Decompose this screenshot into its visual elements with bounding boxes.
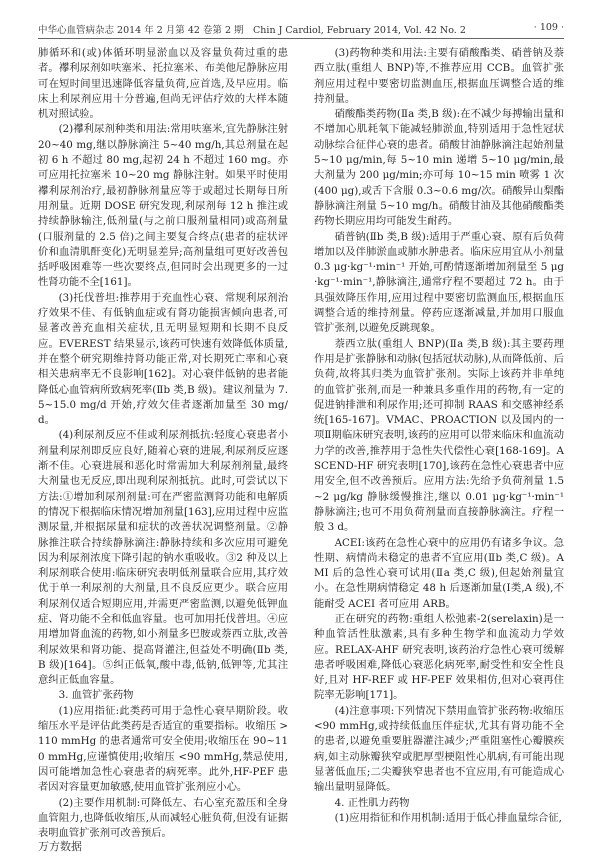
journal-citation: 中华心血管病杂志 2014 年 2 月第 42 卷第 2 期 Chin J Cardiol, February 2014, Vol. 42 No. 2 [38, 25, 466, 36]
paragraph: 硝酸酯类药物(Ⅱa 类,B 级):在不减少每搏输出量和不增加心肌耗氧下能减轻肺淤血,特别适用于急性冠状动脉综合征伴心衰的患者。硝酸甘油静脉滴注起始剂量 5~10 μg/min,每 5~10 min 递增 5~10 μg/min,最大剂量为 200 μg/min;亦可每 10~15 min 喷雾 1 次(400 μg),或舌下含服 0.3~0.6 mg/次。硝酸异山梨酯静脉滴注剂量 5~10 mg/h。硝酸甘油及其他硝酸酯类药物长期应用均可能发生耐药。 [314, 108, 564, 228]
paragraph: (4)利尿剂反应不佳或利尿剂抵抗:轻度心衰患者小剂量利尿剂即反应良好,随着心衰的进展,利尿剂反应逐渐不佳。心衰进展和恶化时常需加大利尿剂剂量,最终大剂量也无反应,即出现利尿剂抵抗。此时,可尝试以下方法:①增加利尿剂剂量:可在严密监测肾功能和电解质的情况下根据临床情况增加剂量[163],应用过程中应监测尿量,并根据尿量和症状的改善状况调整剂量。②静脉推注联合持续静脉滴注:静脉持续和多次应用可避免因为利尿剂浓度下降引起的钠水重吸收。③2 种及以上利尿剂联合使用:临床研究表明低剂量联合应用,其疗效优于单一利尿剂的大剂量,且不良反应更少。联合应用利尿剂仅适合短期应用,并需更严密监测,以避免低钾血症、肾功能不全和低血容量。也可加用托伐普坦。④应用增加肾血流的药物,如小剂量多巴胺或萘西立肽,改善利尿效果和肾功能、提高肾灌注,但益处不明确(Ⅱb 类,B 级)[164]。⑤纠正低氧,酸中毒,低钠,低钾等,尤其注意纠正低血容量。 [38, 429, 288, 687]
paragraph: (1)应用指征:此类药可用于急性心衰早期阶段。收缩压水平是评估此类药是否适宜的重要指标。收缩压 >110 mmHg 的患者通常可安全使用;收缩压在 90~110 mmHg,应谨慎使用;收缩压 <90 mmHg,禁忌使用,因可能增加急性心衰患者的病死率。此外,HF-PEF 患者因对容量更加敏感,使用血管扩张剂应小心。 [38, 704, 288, 794]
right-column [314, 46, 564, 826]
watermark-footer: 万方数据 [38, 840, 82, 853]
section-heading: 4. 正性肌力药物 [334, 796, 410, 809]
paragraph: (1)应用指征和作用机制:适用于低心排血量综合征, [334, 811, 562, 824]
paragraph: (2)襻利尿剂种类和用法:常用呋塞米,宜先静脉注射 20~40 mg,继以静脉滴注 5~40 mg/h,其总剂量在起初 6 h 不超过 80 mg,起初 24 h 不超过 160 mg。亦可应用托拉塞米 10~20 mg 静脉注射。如果平时使用襻利尿剂治疗,最初静脉剂量应等于或超过长期每日所用剂量。近期 DOSE 研究发现,利尿剂每 12 h 推注或持续静脉输注,低剂量(与之前口服剂量相同)或高剂量(口服剂量的 2.5 倍)之间主要复合终点(患者的症状评价和血清肌酐变化)无明显差异;高剂量组可更好改善包括呼吸困难等一些次要终点,但同时会出现更多的一过性肾功能不全[161]。 [38, 123, 288, 289]
paragraph: 硝普钠(Ⅱb 类,B 级):适用于严重心衰、原有后负荷增加以及伴肺淤血或肺水肿患者。临床应用宜从小剂量 0.3 μg·kg⁻¹·min⁻¹ 开始,可酌情逐渐增加剂量至 5 μg·kg⁻¹·min⁻¹,静脉滴注,通常疗程不要超过 72 h。由于具强效降压作用,应用过程中要密切监测血压,根据血压调整合适的维持剂量。停药应逐渐减量,并加用口服血管扩张剂,以避免反跳现象。 [314, 230, 564, 335]
paragraph: (3)药物种类和用法:主要有硝酸酯类、硝普钠及萘西立肽(重组人 BNP)等,不推荐应用 CCB。血管扩张剂应用过程中要密切监测血压,根据血压调整合适的维持剂量。 [314, 47, 564, 105]
paragraph: (3)托伐普坦:推荐用于充血性心衰、常规利尿剂治疗效果不佳、有低钠血症或有肾功能损害倾向患者,可显著改善充血相关症状,且无明显短期和长期不良反应。EVEREST 结果显示,该药可快速有效降低体质量,并在整个研究期维持肾功能正常,对长期死亡率和心衰相关患病率无不良影响[162]。对心衰伴低钠的患者能降低心血管病所致病死率(Ⅱb 类,B 级)。建议剂量为 7.5~15.0 mg/d 开始,疗效欠佳者逐渐加量至 30 mg/d。 [38, 291, 288, 427]
paragraph: 正在研究的药物:重组人松弛素-2(serelaxin)是一种血管活性肽激素,具有多种生物学和血流动力学效应。RELAX-AHF 研究表明,该药治疗急性心衰可缓解患者呼吸困难,降低心衰恶化病死率,耐受性和安全性良好,且对 HF-REF 或 HF-PEF 效果相仿,但对心衰再住院率无影响[171]。 [314, 612, 564, 702]
paragraph: (4)注意事项:下列情况下禁用血管扩张药物:收缩压 <90 mmHg,或持续低血压伴症状,尤其有肾功能不全的患者,以避免重要脏器灌注减少;严重阻塞性心瓣膜疾病,如主动脉瓣狭窄或肥厚型梗阻性心肌病,有可能出现显著低血压;二尖瓣狭窄患者也不宜应用,有可能造成心输出量明显降低。 [314, 704, 564, 794]
paragraph: 肺循环和(或)体循环明显淤血以及容量负荷过重的患者。襻利尿剂如呋塞米、托拉塞米、布美他尼静脉应用可在短时间里迅速降低容量负荷,应首选,及早应用。临床上利尿剂应用十分普遍,但尚无评估疗效的大样本随机对照试验。 [38, 47, 288, 121]
section-heading: 3. 血管扩张药物 [58, 689, 134, 702]
left-column [38, 46, 288, 841]
paragraph: 萘西立肽(重组人 BNP)(Ⅱa 类,B 级):其主要药理作用是扩张静脉和动脉(包括冠状动脉),从而降低前、后负荷,故将其归类为血管扩张剂。实际上该药并非单纯的血管扩张剂,而是一种兼具多重作用的药物,有一定的促进钠排泄和利尿作用;还可抑制 RAAS 和交感神经系统[165-167]。VMAC、PROACTION 以及国内的一项Ⅱ期临床研究表明,该药的应用可以带来临床和血流动力学的改善,推荐用于急性失代偿性心衰[168-169]。ASCEND-HF 研究表明[170],该药在急性心衰患者中应用安全,但不改善预后。应用方法:先给予负荷剂量 1.5~2 μg/kg 静脉缓慢推注,继以 0.01 μg·kg⁻¹·min⁻¹ 静脉滴注;也可不用负荷剂量而直接静脉滴注。疗程一般 3 d。 [314, 337, 564, 534]
page-number: · 109 · [533, 22, 564, 33]
paragraph: (2)主要作用机制:可降低左、右心室充盈压和全身血管阻力,也降低收缩压,从而减轻心脏负荷,但没有证据表明血管扩张剂可改善预后。 [38, 796, 288, 840]
running-header [38, 22, 564, 38]
paragraph: ACEI:该药在急性心衰中的应用仍有诸多争议。急性期、病情尚未稳定的患者不宜应用(Ⅱb 类,C 级)。AMI 后的急性心衰可试用(Ⅱa 类,C 级),但起始剂量宜小。在急性期病情稳定 48 h 后逐渐加量(Ⅰ类,A 级),不能耐受 ACEI 者可应用 ARB。 [314, 536, 564, 610]
header-rule [38, 38, 564, 39]
